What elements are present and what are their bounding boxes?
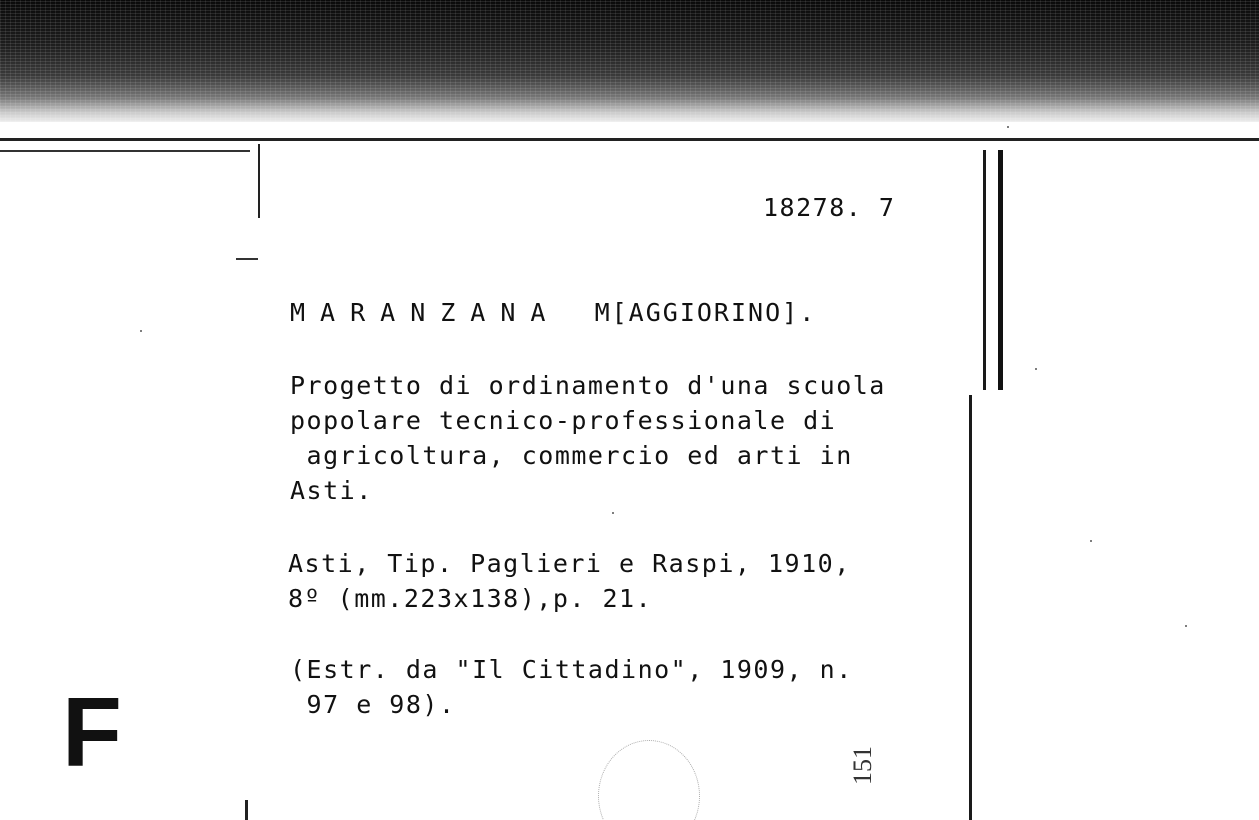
card-top-edge <box>0 138 1259 141</box>
spine-number-fragment: 151 <box>848 746 877 785</box>
author-heading <box>290 295 816 330</box>
margin-tick <box>236 258 258 260</box>
faint-circle-stamp <box>598 740 700 820</box>
scan-speck <box>1035 368 1037 370</box>
bottom-edge-mark <box>245 800 248 820</box>
scan-dark-border <box>0 0 1259 122</box>
margin-letter-stamp: F <box>62 677 122 787</box>
imprint-block <box>288 546 851 616</box>
scan-speck <box>612 512 614 514</box>
title-block <box>290 368 886 508</box>
imprint-line: 8º (mm.223x138),p. 21. <box>288 584 653 613</box>
note-line: 97 e 98). <box>290 690 456 719</box>
card-right-edge-shadow <box>998 150 1003 390</box>
call-number: 18278. 7 <box>763 193 896 222</box>
scan-speck <box>1185 625 1187 627</box>
card-right-edge-lower <box>969 395 972 820</box>
scan-speck <box>1007 126 1009 128</box>
scan-speck <box>140 330 142 332</box>
note-block <box>290 652 853 722</box>
author-given-name: M[AGGIORINO]. <box>594 298 817 327</box>
scan-speck <box>1090 540 1092 542</box>
imprint-line: Asti, Tip. Paglieri e Raspi, 1910, <box>288 549 851 578</box>
title-line: agricoltura, commercio ed arti in <box>290 441 853 470</box>
card-left-edge <box>258 144 260 218</box>
title-line: Asti. <box>290 476 373 505</box>
card-right-edge <box>983 150 986 390</box>
title-line: Progetto di ordinamento d'una scuola <box>290 371 886 400</box>
card-top-edge-shadow <box>0 150 250 152</box>
note-line: (Estr. da "Il Cittadino", 1909, n. <box>290 655 853 684</box>
author-surname: MARANZANA <box>290 298 561 327</box>
title-line: popolare tecnico-professionale di <box>290 406 837 435</box>
